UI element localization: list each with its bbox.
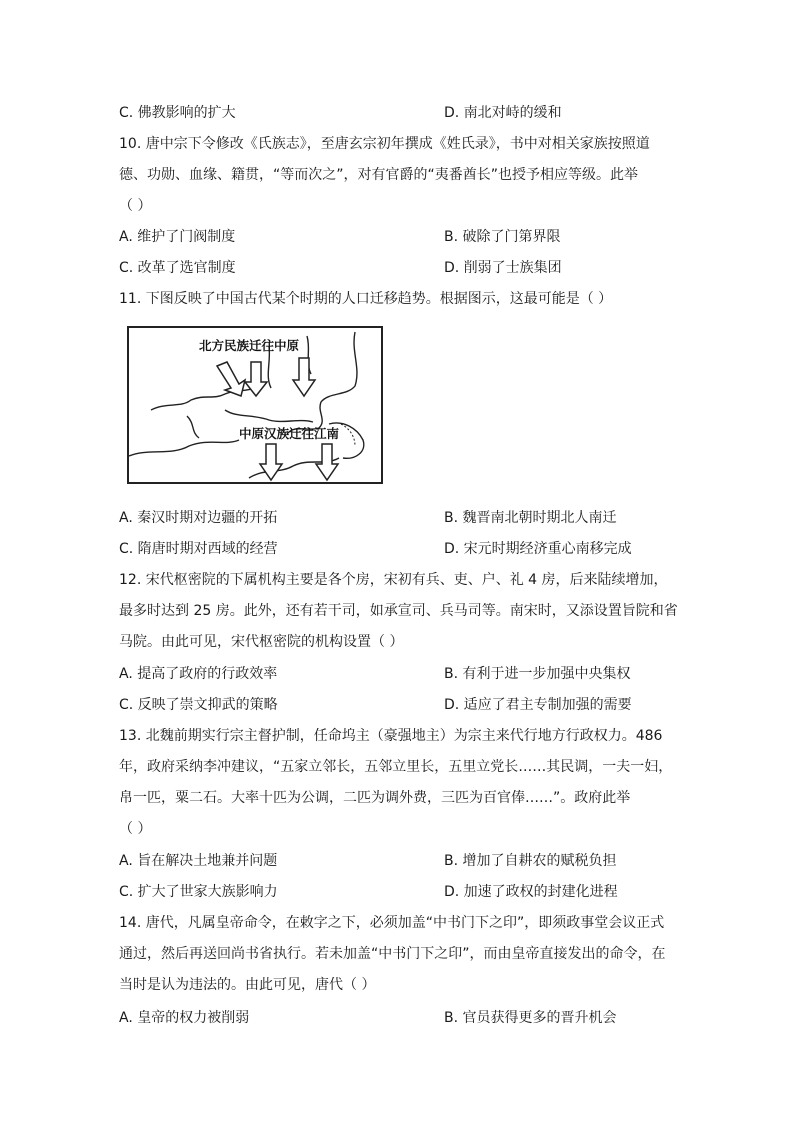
q12-stem-line-2: 最多时达到 25 房。此外，还有若干司，如承宣司、兵马司等。南宋时，又添设置旨院和省 (119, 603, 678, 619)
q10-option-d: D. 削弱了士族集团 (444, 260, 562, 276)
q11-option-d: D. 宋元时期经济重心南移完成 (444, 541, 632, 557)
q12-option-a: A. 提高了政府的行政效率 (119, 666, 278, 682)
q14-option-b: B. 官员获得更多的晋升机会 (444, 1010, 617, 1026)
q12-stem-line-3: 马院。由此可见，宋代枢密院的机构设置（ ） (119, 634, 404, 650)
q13-option-c: C. 扩大了世家大族影响力 (119, 884, 278, 900)
q10-answer-paren: （ ） (119, 198, 152, 214)
q13-stem-line-2: 年，政府采纳李冲建议，“五家立邻长，五邻立里长，五里立党长……其民调，一夫一妇， (119, 759, 673, 775)
q14-stem-line-1: 14. 唐代，凡属皇帝命令，在敕字之下，必须加盖“中书门下之印”，即须政事堂会议正式 (119, 915, 665, 931)
q13-option-a: A. 旨在解决土地兼并问题 (119, 853, 278, 869)
q12-stem-line-1: 12. 宋代枢密院的下属机构主要是各个房，宋初有兵、吏、户、礼 4 房，后来陆续增加， (119, 572, 668, 588)
q14-stem-line-3: 当时是认为违法的。由此可见，唐代（ ） (119, 977, 376, 993)
q11-option-b: B. 魏晋南北朝时期北人南迁 (444, 510, 617, 526)
arrow-down-icon (245, 362, 267, 396)
q11-option-a: A. 秦汉时期对边疆的开拓 (119, 510, 278, 526)
q13-answer-paren: （ ） (119, 821, 152, 837)
q13-stem-line-3: 帛一匹，粟二石。大率十匹为公调，二匹为调外费，三匹为百官俸……”。政府此举 (119, 790, 631, 806)
q10-stem-line-1: 10. 唐中宗下令修改《氏族志》，至唐玄宗初年撰成《姓氏录》，书中对相关家族按照道 (119, 136, 650, 152)
q10-option-c: C. 改革了选官制度 (119, 260, 236, 276)
q13-stem-line-1: 13. 北魏前期实行宗主督护制，任命坞主（豪强地主）为宗主来代行地方行政权力。486 (119, 728, 663, 744)
q13-option-d: D. 加速了政权的封建化进程 (444, 884, 618, 900)
q14-stem-line-2: 通过，然后再送回尚书省执行。若未加盖“中书门下之印”，而由皇帝直接发出的命令，在 (119, 946, 666, 962)
q12-option-d: D. 适应了君主专制加强的需要 (444, 697, 632, 713)
q11-stem: 11. 下图反映了中国古代某个时期的人口迁移趋势。根据图示，这最可能是（ ） (119, 291, 613, 307)
q10-option-a: A. 维护了门阀制度 (119, 229, 236, 245)
q11-option-c: C. 隋唐时期对西域的经营 (119, 541, 278, 557)
q12-option-b: B. 有利于进一步加强中央集权 (444, 666, 631, 682)
q10-option-b: B. 破除了门第界限 (444, 229, 561, 245)
arrow-down-icon (217, 362, 245, 396)
q12-option-c: C. 反映了崇文抑武的策略 (119, 697, 278, 713)
q13-option-b: B. 增加了自耕农的赋税负担 (444, 853, 617, 869)
map-label-north: 北方民族迁往中原 (199, 338, 300, 353)
arrow-down-icon (293, 358, 315, 396)
q9-option-c: C. 佛教影响的扩大 (119, 105, 236, 121)
map-label-south: 中原汉族迁往江南 (239, 426, 340, 441)
migration-map (127, 326, 383, 484)
q10-stem-line-2: 德、功勋、血缘、籍贯，“等而次之”，对有官爵的“夷番酋长”也授予相应等级。此举 (119, 167, 639, 183)
arrow-down-icon (260, 444, 282, 480)
q14-option-a: A. 皇帝的权力被削弱 (119, 1010, 250, 1026)
q9-option-d: D. 南北对峙的缓和 (444, 105, 562, 121)
